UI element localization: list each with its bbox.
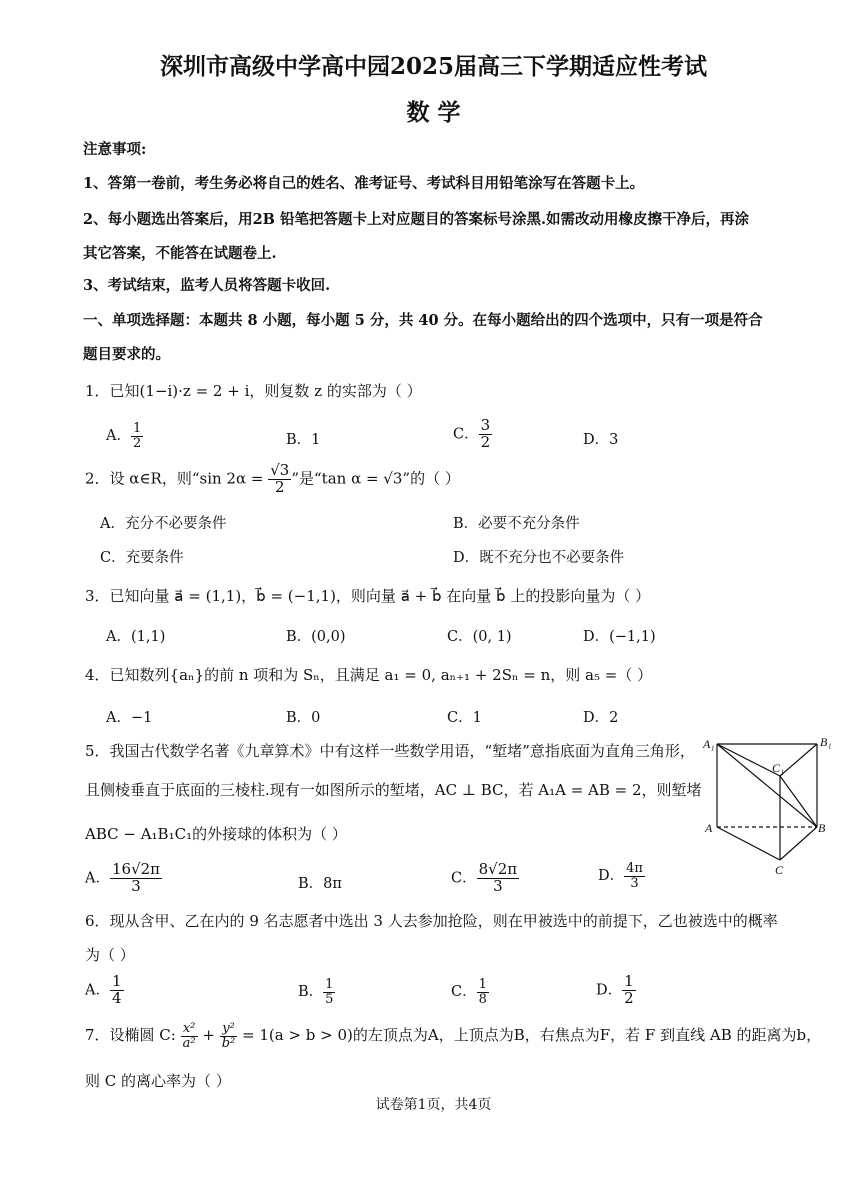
q1-a-num: 1 xyxy=(132,421,142,436)
prism-figure xyxy=(700,732,840,880)
q2-option-a: A．充分不必要条件 xyxy=(100,516,227,532)
q6-d-num: 1 xyxy=(624,972,634,990)
q6-b-fraction xyxy=(323,978,335,1006)
q5-option-d xyxy=(598,862,645,890)
q6-a-den: 4 xyxy=(111,988,122,1007)
q6-option-a xyxy=(85,974,124,1007)
notice-item-3: 3、考试结束，监考人员将答题卡收回. xyxy=(83,277,331,294)
label-a: A xyxy=(705,821,713,835)
q5-c-den: 3 xyxy=(493,876,503,895)
q7-line1 xyxy=(85,1022,821,1050)
q2-option-b: B．必要不充分条件 xyxy=(453,516,580,532)
label-c1: C₁ xyxy=(772,761,785,775)
q7-fraction-y xyxy=(220,1022,238,1050)
q2-fraction xyxy=(268,463,291,496)
q2-stem xyxy=(85,463,460,496)
q7-f1-num: x² xyxy=(181,1022,198,1037)
q1-a-den: 2 xyxy=(132,435,142,451)
q7-post: = 1(a > b > 0)的左顶点为A，上顶点为B，右焦点为F，若 F 到直线 AB 的距离为b， xyxy=(237,1026,822,1045)
label-b1: B₁ xyxy=(820,735,832,749)
q5-option-a xyxy=(85,862,162,895)
q5-a-fraction xyxy=(110,862,162,895)
q6-b-label: B． xyxy=(298,984,324,1001)
edge-ac xyxy=(717,827,780,860)
q3-option-c: C．(0, 1) xyxy=(447,629,512,645)
q6-line2: 为（ ） xyxy=(85,946,135,964)
q6-option-c xyxy=(451,978,489,1006)
q7-line2: 则 C 的离心率为（ ） xyxy=(85,1072,231,1090)
q5-line2: 且侧棱垂直于底面的三棱柱.现有一如图所示的堑堵，AC ⊥ BC，若 A₁A = AB = 2，则堑堵 xyxy=(85,781,702,799)
q4-option-b: B．0 xyxy=(286,710,321,726)
q6-c-num: 1 xyxy=(478,977,487,992)
q5-a-den: 3 xyxy=(131,876,141,895)
notice-heading: 注意事项: xyxy=(83,141,147,158)
q1-c-den: 2 xyxy=(480,432,491,451)
q7-plus: + xyxy=(197,1026,220,1045)
q5-d-fraction xyxy=(624,862,645,890)
notice-item-1: 1、答第一卷前，考生务必将自己的姓名、准考证号、考试科目用铅笔涂写在答题卡上。 xyxy=(83,175,645,192)
q1-c-num: 3 xyxy=(480,416,491,434)
q2-stem-pre: 2．设 α∈R，则“sin 2α = xyxy=(85,469,269,488)
section-heading-line1: 一、单项选择题：本题共 8 小题，每小题 5 分，共 40 分。在每小题给出的四个选项中，只有一项是符合 xyxy=(83,312,763,329)
edge-cb xyxy=(780,827,817,860)
q6-c-den: 8 xyxy=(478,991,487,1007)
page-footer: 试卷第1页，共4页 xyxy=(375,1097,492,1113)
q7-f2-den: b² xyxy=(221,1035,236,1051)
q2-num: √3 xyxy=(270,461,290,479)
subject-title: 数 学 xyxy=(406,99,461,126)
q1-a-label: A． xyxy=(106,428,131,445)
exam-title: 深圳市高级中学高中园2025届高三下学期适应性考试 xyxy=(159,53,707,80)
q1-stem: 1．已知(1−i)·z = 2 + i，则复数 z 的实部为（ ） xyxy=(85,382,422,400)
q5-line3: ABC − A₁B₁C₁的外接球的体积为（ ） xyxy=(85,825,347,843)
q1-option-a xyxy=(106,422,143,450)
q5-option-b: B．8π xyxy=(298,876,342,892)
section-heading-line2: 题目要求的。 xyxy=(83,346,170,363)
q6-d-label: D． xyxy=(596,982,623,999)
q5-option-c xyxy=(451,862,519,895)
q7-fraction-x xyxy=(181,1022,198,1050)
q1-option-d: D．3 xyxy=(583,432,619,448)
q7-pre: 7．设椭圆 C: xyxy=(85,1026,181,1045)
q2-option-c: C．充要条件 xyxy=(100,550,184,566)
q5-c-num: 8√2π xyxy=(478,860,518,878)
q5-d-den: 3 xyxy=(630,875,639,891)
q6-c-label: C． xyxy=(451,984,477,1001)
edge-c1b1 xyxy=(780,744,817,776)
q7-f1-den: a² xyxy=(182,1035,196,1051)
notice-item-2: 2、每小题选出答案后，用2B 铅笔把答题卡上对应题目的答案标号涂黑.如需改动用橡皮擦干净后，再涂 xyxy=(83,211,750,228)
label-a1: A₁ xyxy=(703,737,715,751)
q4-stem: 4．已知数列{aₙ}的前 n 项和为 Sₙ，且满足 a₁ = 0, aₙ₊₁ + 2Sₙ = n，则 a₅ =（ ） xyxy=(85,666,653,684)
q5-a-num: 16√2π xyxy=(111,860,161,878)
q5-a-label: A． xyxy=(85,870,110,887)
q4-option-d: D．2 xyxy=(583,710,619,726)
q5-c-label: C． xyxy=(451,870,477,887)
q2-stem-post: ”是“tan α = √3”的（ ） xyxy=(291,469,460,488)
q5-line1: 5．我国古代数学名著《九章算术》中有这样一些数学用语，“堑堵”意指底面为直角三角形， xyxy=(85,742,695,760)
q2-den: 2 xyxy=(275,477,285,496)
q5-c-fraction xyxy=(477,862,520,895)
q6-option-b xyxy=(298,978,335,1006)
q4-option-c: C．1 xyxy=(447,710,482,726)
q6-a-label: A． xyxy=(85,982,110,999)
q1-a-fraction xyxy=(131,422,143,450)
q6-b-num: 1 xyxy=(325,977,334,992)
q6-line1: 6．现从含甲、乙在内的 9 名志愿者中选出 3 人去参加抢险，则在甲被选中的前提下，乙也被选中的概率 xyxy=(85,912,778,930)
q5-d-num: 4π xyxy=(626,861,643,876)
q3-option-d: D．(−1,1) xyxy=(583,629,656,645)
label-c: C xyxy=(775,863,784,877)
q1-option-b: B．1 xyxy=(286,432,321,448)
q6-option-d xyxy=(596,974,636,1007)
q4-option-a: A．−1 xyxy=(106,710,153,726)
q5-d-label: D． xyxy=(598,868,625,885)
q7-f2-num: y² xyxy=(220,1022,238,1037)
q6-d-fraction xyxy=(622,974,636,1007)
edge-a1c1 xyxy=(717,744,780,776)
q6-d-den: 2 xyxy=(624,988,634,1007)
q6-a-num: 1 xyxy=(111,972,122,990)
q3-stem: 3．已知向量 a⃗ = (1,1)，b⃗ = (−1,1)，则向量 a⃗ + b⃗ 在向量 b⃗ 上的投影向量为（ ） xyxy=(85,587,651,605)
q6-a-fraction xyxy=(110,974,124,1007)
q3-option-a: A．(1,1) xyxy=(106,629,166,645)
q1-c-label: C． xyxy=(453,426,479,443)
q6-c-fraction xyxy=(477,978,489,1006)
label-b: B xyxy=(818,821,826,835)
q6-b-den: 5 xyxy=(325,991,334,1007)
q3-option-b: B．(0,0) xyxy=(286,629,346,645)
q1-c-fraction xyxy=(479,418,493,451)
q1-option-c xyxy=(453,418,492,451)
q2-option-d: D．既不充分也不必要条件 xyxy=(453,550,625,566)
notice-item-2-cont: 其它答案，不能答在试题卷上. xyxy=(83,245,277,262)
